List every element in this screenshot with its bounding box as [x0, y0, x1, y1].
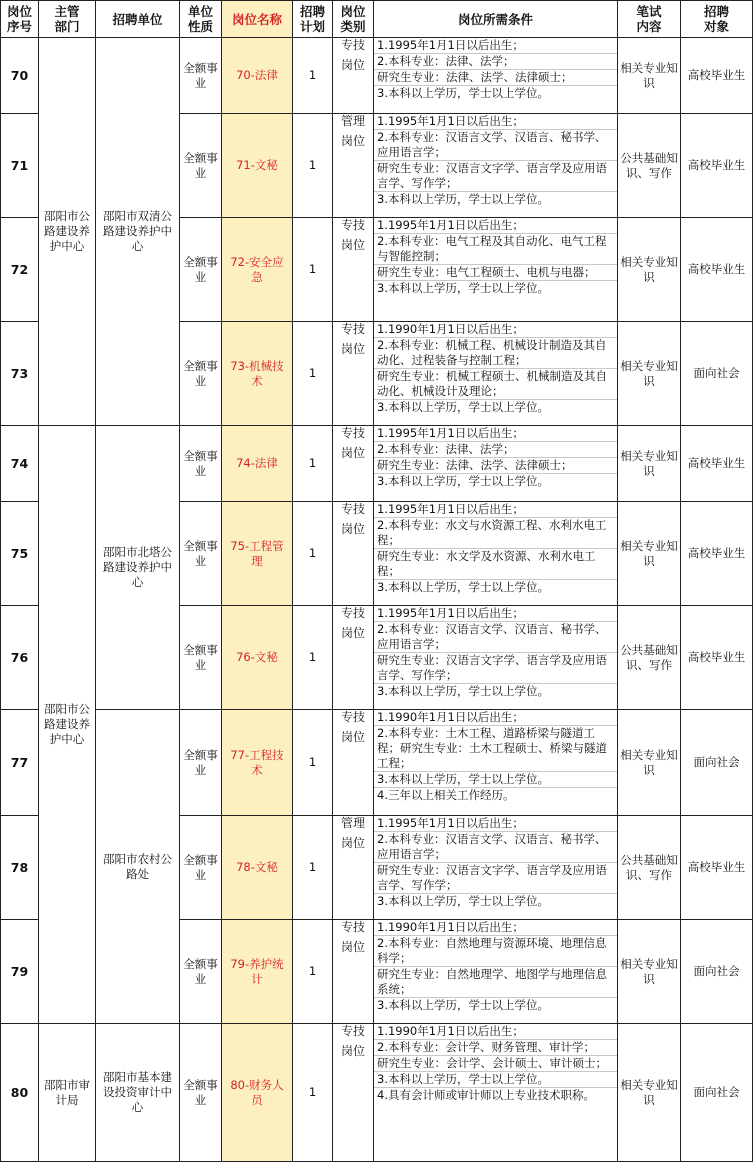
row-seq: 75	[1, 502, 39, 606]
row-exam: 公共基础知识、写作	[618, 606, 681, 710]
condition-line: 3.本科以上学历，学士以上学位。	[377, 998, 549, 1012]
row-target: 高校毕业生	[681, 114, 753, 218]
row-target: 高校毕业生	[681, 38, 753, 114]
row-post-name: 80-财务人员	[222, 1024, 293, 1162]
row-post-name: 72-安全应急	[222, 218, 293, 322]
condition-line: 2.本科专业：水文与水资源工程、水利水电工程；	[374, 518, 617, 549]
condition-line: 2.本科专业：自然地理与资源环境、地理信息科学；	[374, 936, 617, 967]
row-category	[333, 502, 374, 606]
header-conditions: 岗位所需条件	[374, 1, 618, 38]
row-exam: 相关专业知识	[618, 710, 681, 816]
row-target: 高校毕业生	[681, 502, 753, 606]
row-post-name: 75-工程管理	[222, 502, 293, 606]
row-conditions	[374, 920, 618, 1024]
row-nature: 全额事业	[180, 920, 222, 1024]
condition-line: 2.本科专业：电气工程及其自动化、电气工程与智能控制；	[374, 234, 617, 265]
row-nature: 全额事业	[180, 38, 222, 114]
header-unit: 招聘单位	[96, 1, 180, 38]
condition-line: 4.具有会计师或审计师以上专业技术职称。	[377, 1088, 595, 1102]
header-plan: 招聘 计划	[293, 1, 333, 38]
condition-line: 1.1990年1月1日以后出生；	[374, 1024, 617, 1040]
row-post-name: 76-文秘	[222, 606, 293, 710]
row-category	[333, 114, 374, 218]
row-plan: 1	[293, 920, 333, 1024]
condition-line: 研究生专业：水文学及水资源、水利水电工程；	[374, 549, 617, 580]
condition-line: 1.1995年1月1日以后出生；	[374, 114, 617, 130]
row-seq: 72	[1, 218, 39, 322]
row-conditions	[374, 502, 618, 606]
row-seq: 77	[1, 710, 39, 816]
condition-line: 2.本科专业：土木工程、道路桥梁与隧道工程；研究生专业：土木工程硕士、桥梁与隧道工程；	[374, 726, 617, 772]
category-part: 岗位	[340, 58, 365, 72]
table-row	[1, 38, 753, 114]
category-part: 管理	[340, 114, 365, 128]
row-category	[333, 920, 374, 1024]
row-conditions	[374, 606, 618, 710]
row-nature: 全额事业	[180, 1024, 222, 1162]
condition-line: 2.本科专业：会计学、财务管理、审计学；	[374, 1040, 617, 1056]
condition-line: 3.本科以上学历，学士以上学位。	[377, 86, 549, 100]
category-part: 岗位	[340, 446, 365, 460]
row-exam: 相关专业知识	[618, 38, 681, 114]
row-category	[333, 426, 374, 502]
row-target: 高校毕业生	[681, 218, 753, 322]
row-seq: 79	[1, 920, 39, 1024]
category-part: 专技	[340, 502, 365, 516]
row-category	[333, 218, 374, 322]
row-nature: 全额事业	[180, 710, 222, 816]
row-seq: 80	[1, 1024, 39, 1162]
row-seq: 70	[1, 38, 39, 114]
condition-line: 3.本科以上学历，学士以上学位。	[377, 580, 549, 594]
condition-line: 3.本科以上学历，学士以上学位。	[377, 684, 549, 698]
category-part: 专技	[340, 426, 365, 440]
category-part: 岗位	[340, 238, 365, 252]
condition-line: 2.本科专业：法律、法学；	[374, 442, 617, 458]
header-row	[1, 1, 753, 38]
row-seq: 73	[1, 322, 39, 426]
condition-line: 3.本科以上学历，学士以上学位。	[377, 281, 549, 295]
row-target: 高校毕业生	[681, 606, 753, 710]
condition-line: 研究生专业：法律、法学、法律硕士；	[374, 70, 617, 86]
row-seq: 78	[1, 816, 39, 920]
row-exam: 相关专业知识	[618, 426, 681, 502]
header-exam: 笔试 内容	[618, 1, 681, 38]
dept-cell: 邵阳市审计局	[39, 1024, 96, 1162]
header-seq: 岗位 序号	[1, 1, 39, 38]
row-plan: 1	[293, 38, 333, 114]
header-post: 岗位名称	[222, 1, 293, 38]
row-post-name: 73-机械技术	[222, 322, 293, 426]
row-plan: 1	[293, 218, 333, 322]
condition-line: 1.1990年1月1日以后出生；	[374, 710, 617, 726]
row-exam: 相关专业知识	[618, 322, 681, 426]
header-dept: 主管 部门	[39, 1, 96, 38]
category-part: 岗位	[340, 342, 365, 356]
category-part: 专技	[340, 1024, 365, 1038]
row-post-name: 79-养护统计	[222, 920, 293, 1024]
condition-line: 3.本科以上学历，学士以上学位。	[374, 772, 617, 788]
row-plan: 1	[293, 502, 333, 606]
row-category	[333, 606, 374, 710]
condition-line: 2.本科专业：汉语言文学、汉语言、秘书学、应用语言学；	[374, 832, 617, 863]
row-plan: 1	[293, 426, 333, 502]
category-part: 岗位	[340, 134, 365, 148]
row-conditions	[374, 38, 618, 114]
condition-line: 1.1990年1月1日以后出生；	[374, 920, 617, 936]
condition-line: 研究生专业：电气工程硕士、电机与电器；	[374, 265, 617, 281]
condition-line: 研究生专业：法律、法学、法律硕士；	[374, 458, 617, 474]
condition-line: 研究生专业：会计学、会计硕士、审计硕士；	[374, 1056, 617, 1072]
row-post-name: 77-工程技术	[222, 710, 293, 816]
row-conditions	[374, 426, 618, 502]
row-plan: 1	[293, 606, 333, 710]
category-part: 专技	[340, 710, 365, 724]
condition-line: 1.1995年1月1日以后出生；	[374, 816, 617, 832]
row-seq: 71	[1, 114, 39, 218]
row-nature: 全额事业	[180, 114, 222, 218]
condition-line: 1.1995年1月1日以后出生；	[374, 606, 617, 622]
row-conditions	[374, 1024, 618, 1162]
category-part: 专技	[340, 218, 365, 232]
row-exam: 相关专业知识	[618, 920, 681, 1024]
row-exam: 公共基础知识、写作	[618, 114, 681, 218]
condition-line: 研究生专业：汉语言文字学、语言学及应用语言学、写作学；	[374, 863, 617, 894]
condition-line: 3.本科以上学历，学士以上学位。	[377, 192, 549, 206]
row-exam: 公共基础知识、写作	[618, 816, 681, 920]
condition-line: 1.1995年1月1日以后出生；	[374, 218, 617, 234]
unit-cell: 邵阳市双清公路建设养护中心	[96, 38, 180, 426]
row-exam: 相关专业知识	[618, 1024, 681, 1162]
table-body	[1, 38, 753, 1162]
category-part: 专技	[340, 920, 365, 934]
row-post-name: 71-文秘	[222, 114, 293, 218]
row-conditions	[374, 218, 618, 322]
row-plan: 1	[293, 1024, 333, 1162]
row-category	[333, 816, 374, 920]
category-part: 管理	[340, 816, 365, 830]
row-plan: 1	[293, 816, 333, 920]
row-category	[333, 322, 374, 426]
row-category	[333, 38, 374, 114]
row-nature: 全额事业	[180, 218, 222, 322]
category-part: 专技	[340, 606, 365, 620]
row-nature: 全额事业	[180, 426, 222, 502]
category-part: 专技	[340, 38, 365, 52]
unit-cell: 邵阳市北塔公路建设养护中心	[96, 426, 180, 710]
row-target: 面向社会	[681, 1024, 753, 1162]
row-plan: 1	[293, 322, 333, 426]
header-nature: 单位 性质	[180, 1, 222, 38]
category-part: 岗位	[340, 522, 365, 536]
table-row	[1, 1024, 753, 1162]
row-exam: 相关专业知识	[618, 218, 681, 322]
condition-line: 2.本科专业：法律、法学；	[374, 54, 617, 70]
row-nature: 全额事业	[180, 606, 222, 710]
category-part: 岗位	[340, 626, 365, 640]
condition-line: 1.1995年1月1日以后出生；	[374, 38, 617, 54]
header-target: 招聘 对象	[681, 1, 753, 38]
category-part: 岗位	[340, 1044, 365, 1058]
condition-line: 3.本科以上学历，学士以上学位。	[377, 894, 549, 908]
row-target: 高校毕业生	[681, 426, 753, 502]
row-target: 面向社会	[681, 322, 753, 426]
row-conditions	[374, 816, 618, 920]
table-row	[1, 426, 753, 502]
row-plan: 1	[293, 114, 333, 218]
row-post-name: 78-文秘	[222, 816, 293, 920]
row-post-name: 74-法律	[222, 426, 293, 502]
category-part: 专技	[340, 322, 365, 336]
row-category	[333, 710, 374, 816]
condition-line: 1.1990年1月1日以后出生；	[374, 322, 617, 338]
condition-line: 2.本科专业：机械工程、机械设计制造及其自动化、过程装备与控制工程；	[374, 338, 617, 369]
unit-cell: 邵阳市基本建设投资审计中心	[96, 1024, 180, 1162]
row-nature: 全额事业	[180, 322, 222, 426]
unit-cell: 邵阳市农村公路处	[96, 710, 180, 1024]
condition-line: 研究生专业：汉语言文字学、语言学及应用语言学、写作学；	[374, 653, 617, 684]
dept-cell: 邵阳市公路建设养护中心	[39, 426, 96, 1024]
row-conditions	[374, 322, 618, 426]
condition-line: 研究生专业：自然地理学、地图学与地理信息系统；	[374, 967, 617, 998]
condition-line: 2.本科专业：汉语言文学、汉语言、秘书学、应用语言学；	[374, 130, 617, 161]
category-part: 岗位	[340, 730, 365, 744]
row-seq: 74	[1, 426, 39, 502]
table-row	[1, 710, 753, 816]
row-conditions	[374, 114, 618, 218]
category-part: 岗位	[340, 940, 365, 954]
condition-line: 研究生专业：汉语言文字学、语言学及应用语言学、写作学；	[374, 161, 617, 192]
row-category	[333, 1024, 374, 1162]
row-seq: 76	[1, 606, 39, 710]
condition-line: 1.1995年1月1日以后出生；	[374, 502, 617, 518]
row-target: 面向社会	[681, 920, 753, 1024]
condition-line: 4.三年以上相关工作经历。	[377, 788, 515, 802]
category-part: 岗位	[340, 836, 365, 850]
row-target: 面向社会	[681, 710, 753, 816]
row-plan: 1	[293, 710, 333, 816]
condition-line: 3.本科以上学历，学士以上学位。	[374, 1072, 617, 1088]
condition-line: 3.本科以上学历，学士以上学位。	[377, 474, 549, 488]
dept-cell: 邵阳市公路建设养护中心	[39, 38, 96, 426]
header-category: 岗位 类别	[333, 1, 374, 38]
condition-line: 2.本科专业：汉语言文学、汉语言、秘书学、应用语言学；	[374, 622, 617, 653]
row-nature: 全额事业	[180, 816, 222, 920]
row-target: 高校毕业生	[681, 816, 753, 920]
row-conditions	[374, 710, 618, 816]
condition-line: 1.1995年1月1日以后出生；	[374, 426, 617, 442]
condition-line: 研究生专业：机械工程硕士、机械制造及其自动化、机械设计及理论；	[374, 369, 617, 400]
row-nature: 全额事业	[180, 502, 222, 606]
row-post-name: 70-法律	[222, 38, 293, 114]
row-exam: 相关专业知识	[618, 502, 681, 606]
condition-line: 3.本科以上学历，学士以上学位。	[377, 400, 549, 414]
